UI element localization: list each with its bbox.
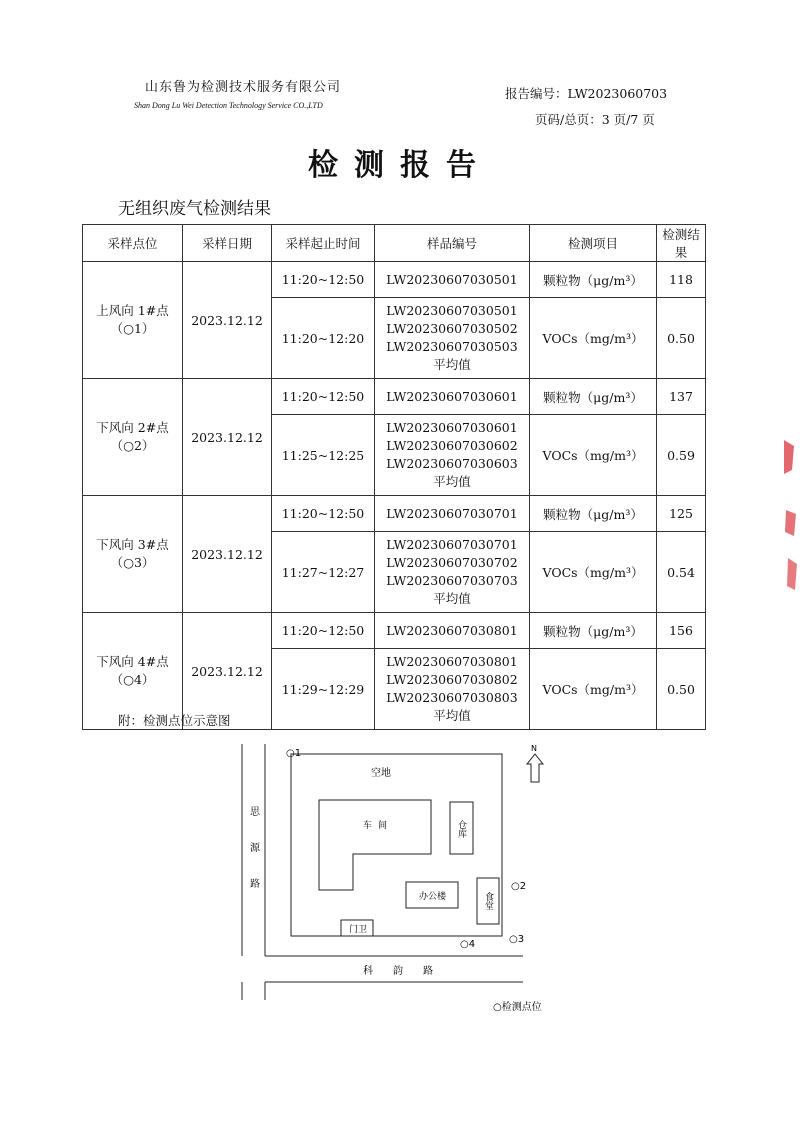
- sample-id-cell: [375, 415, 530, 496]
- sample-id: LW20230607030601: [386, 420, 518, 435]
- table-row: [83, 613, 706, 649]
- sample-id: LW20230607030702: [386, 555, 518, 570]
- sample-id: 平均值: [433, 357, 471, 372]
- sample-id: LW20230607030803: [386, 690, 518, 705]
- test-item-cell: VOCs（mg/m³）: [530, 415, 657, 496]
- test-result-cell: 125: [657, 496, 706, 532]
- sampling-point-name: 下风向 2#点: [96, 420, 169, 435]
- point-4-label: ○4: [460, 939, 476, 950]
- test-result-cell: 137: [657, 379, 706, 415]
- south-road-label: 科韵路: [363, 966, 453, 977]
- header-cell: 检测结果: [657, 225, 706, 262]
- north-label: N: [531, 744, 537, 753]
- map-note: 附：检测点位示意图: [118, 713, 231, 728]
- sampling-time-cell: 11:20~12:50: [272, 262, 375, 298]
- sampling-time-cell: 11:20~12:50: [272, 613, 375, 649]
- sample-id: LW20230607030502: [386, 321, 518, 336]
- sample-id-cell: [375, 262, 530, 298]
- sampling-point-code: （○2）: [110, 438, 155, 453]
- sampling-date-cell: 2023.12.12: [183, 379, 272, 496]
- sampling-time-cell: 11:20~12:50: [272, 496, 375, 532]
- sampling-time-cell: 11:27~12:27: [272, 532, 375, 613]
- sample-id: LW20230607030701: [386, 505, 518, 521]
- sampling-time-cell: 11:29~12:29: [272, 649, 375, 730]
- sampling-time-cell: 11:20~12:50: [272, 379, 375, 415]
- table-body: [83, 262, 706, 730]
- section-title: 无组织废气检测结果: [118, 199, 271, 219]
- sample-id-cell: [375, 532, 530, 613]
- sample-id: LW20230607030501: [386, 271, 518, 287]
- company-name-cn: 山东鲁为检测技术服务有限公司: [145, 80, 342, 95]
- test-result-cell: 0.59: [657, 415, 706, 496]
- sampling-point-cell: [83, 496, 183, 613]
- sampling-point-code: （○3）: [110, 555, 155, 570]
- table-header-row: [83, 225, 706, 262]
- test-result-cell: 156: [657, 613, 706, 649]
- test-item-cell: 颗粒物（μg/m³）: [530, 496, 657, 532]
- sample-id: LW20230607030802: [386, 672, 518, 687]
- sampling-point-name: 上风向 1#点: [96, 303, 169, 318]
- map-legend: ○检测点位: [493, 1002, 542, 1013]
- sample-id: LW20230607030701: [386, 537, 518, 552]
- header-cell: 采样起止时间: [272, 225, 375, 262]
- test-item-cell: VOCs（mg/m³）: [530, 532, 657, 613]
- sample-id-cell: [375, 496, 530, 532]
- test-result-cell: 0.50: [657, 298, 706, 379]
- header-cell: 采样日期: [183, 225, 272, 262]
- sampling-point-code: （○1）: [110, 321, 155, 336]
- sampling-time-cell: 11:25~12:25: [272, 415, 375, 496]
- sample-id-cell: [375, 649, 530, 730]
- page-info: 页码/总页：3 页/7 页: [535, 112, 655, 127]
- sample-id: LW20230607030603: [386, 456, 518, 471]
- monitoring-map: [225, 734, 565, 1024]
- page-title: 检测报告: [308, 148, 492, 183]
- results-table: [82, 224, 706, 730]
- table-row: [83, 262, 706, 298]
- report-number: 报告编号：LW2023060703: [505, 86, 668, 101]
- sample-id: LW20230607030501: [386, 303, 518, 318]
- gatehouse-label: 门卫: [349, 925, 368, 935]
- sample-id: LW20230607030601: [386, 388, 518, 404]
- sampling-point-cell: [83, 262, 183, 379]
- test-result-cell: 118: [657, 262, 706, 298]
- sample-id: 平均值: [433, 708, 471, 723]
- workshop-label: 车间: [363, 821, 394, 831]
- sampling-date-cell: 2023.12.12: [183, 262, 272, 379]
- sample-id: LW20230607030703: [386, 573, 518, 588]
- sampling-date-cell: 2023.12.12: [183, 613, 272, 730]
- test-item-cell: VOCs（mg/m³）: [530, 298, 657, 379]
- warehouse-label: 仓库: [456, 820, 466, 838]
- point-3-label: ○3: [509, 934, 525, 945]
- header-cell: 样品编号: [375, 225, 530, 262]
- sample-id: 平均值: [433, 591, 471, 606]
- sampling-point-code: （○4）: [110, 672, 155, 687]
- sampling-point-name: 下风向 4#点: [96, 654, 169, 669]
- sampling-point-cell: [83, 379, 183, 496]
- sample-id-cell: [375, 379, 530, 415]
- sampling-time-cell: 11:20~12:20: [272, 298, 375, 379]
- sampling-point-name: 下风向 3#点: [96, 537, 169, 552]
- test-item-cell: 颗粒物（μg/m³）: [530, 379, 657, 415]
- test-result-cell: 0.50: [657, 649, 706, 730]
- sampling-date-cell: 2023.12.12: [183, 496, 272, 613]
- test-item-cell: VOCs（mg/m³）: [530, 649, 657, 730]
- sample-id: LW20230607030602: [386, 438, 518, 453]
- canteen-label: 食堂: [483, 892, 493, 910]
- table-row: [83, 496, 706, 532]
- test-result-cell: 0.54: [657, 532, 706, 613]
- company-name-en: Shan Dong Lu Wei Detection Technology Service CO.,LTD: [134, 101, 323, 110]
- point-2-label: ○2: [511, 881, 527, 892]
- sample-id: LW20230607030503: [386, 339, 518, 354]
- sample-id-cell: [375, 613, 530, 649]
- header-cell: 检测项目: [530, 225, 657, 262]
- sample-id: 平均值: [433, 474, 471, 489]
- office-label: 办公楼: [419, 892, 447, 902]
- open-space-label: 空地: [371, 768, 391, 779]
- test-item-cell: 颗粒物（μg/m³）: [530, 262, 657, 298]
- sample-id: LW20230607030801: [386, 654, 518, 669]
- west-road-label: 思源路: [247, 806, 259, 914]
- point-1-label: ○1: [286, 748, 302, 759]
- test-item-cell: 颗粒物（μg/m³）: [530, 613, 657, 649]
- sample-id-cell: [375, 298, 530, 379]
- seal-fragment: [780, 440, 798, 600]
- sample-id: LW20230607030801: [386, 622, 518, 638]
- table-row: [83, 379, 706, 415]
- header-cell: 采样点位: [83, 225, 183, 262]
